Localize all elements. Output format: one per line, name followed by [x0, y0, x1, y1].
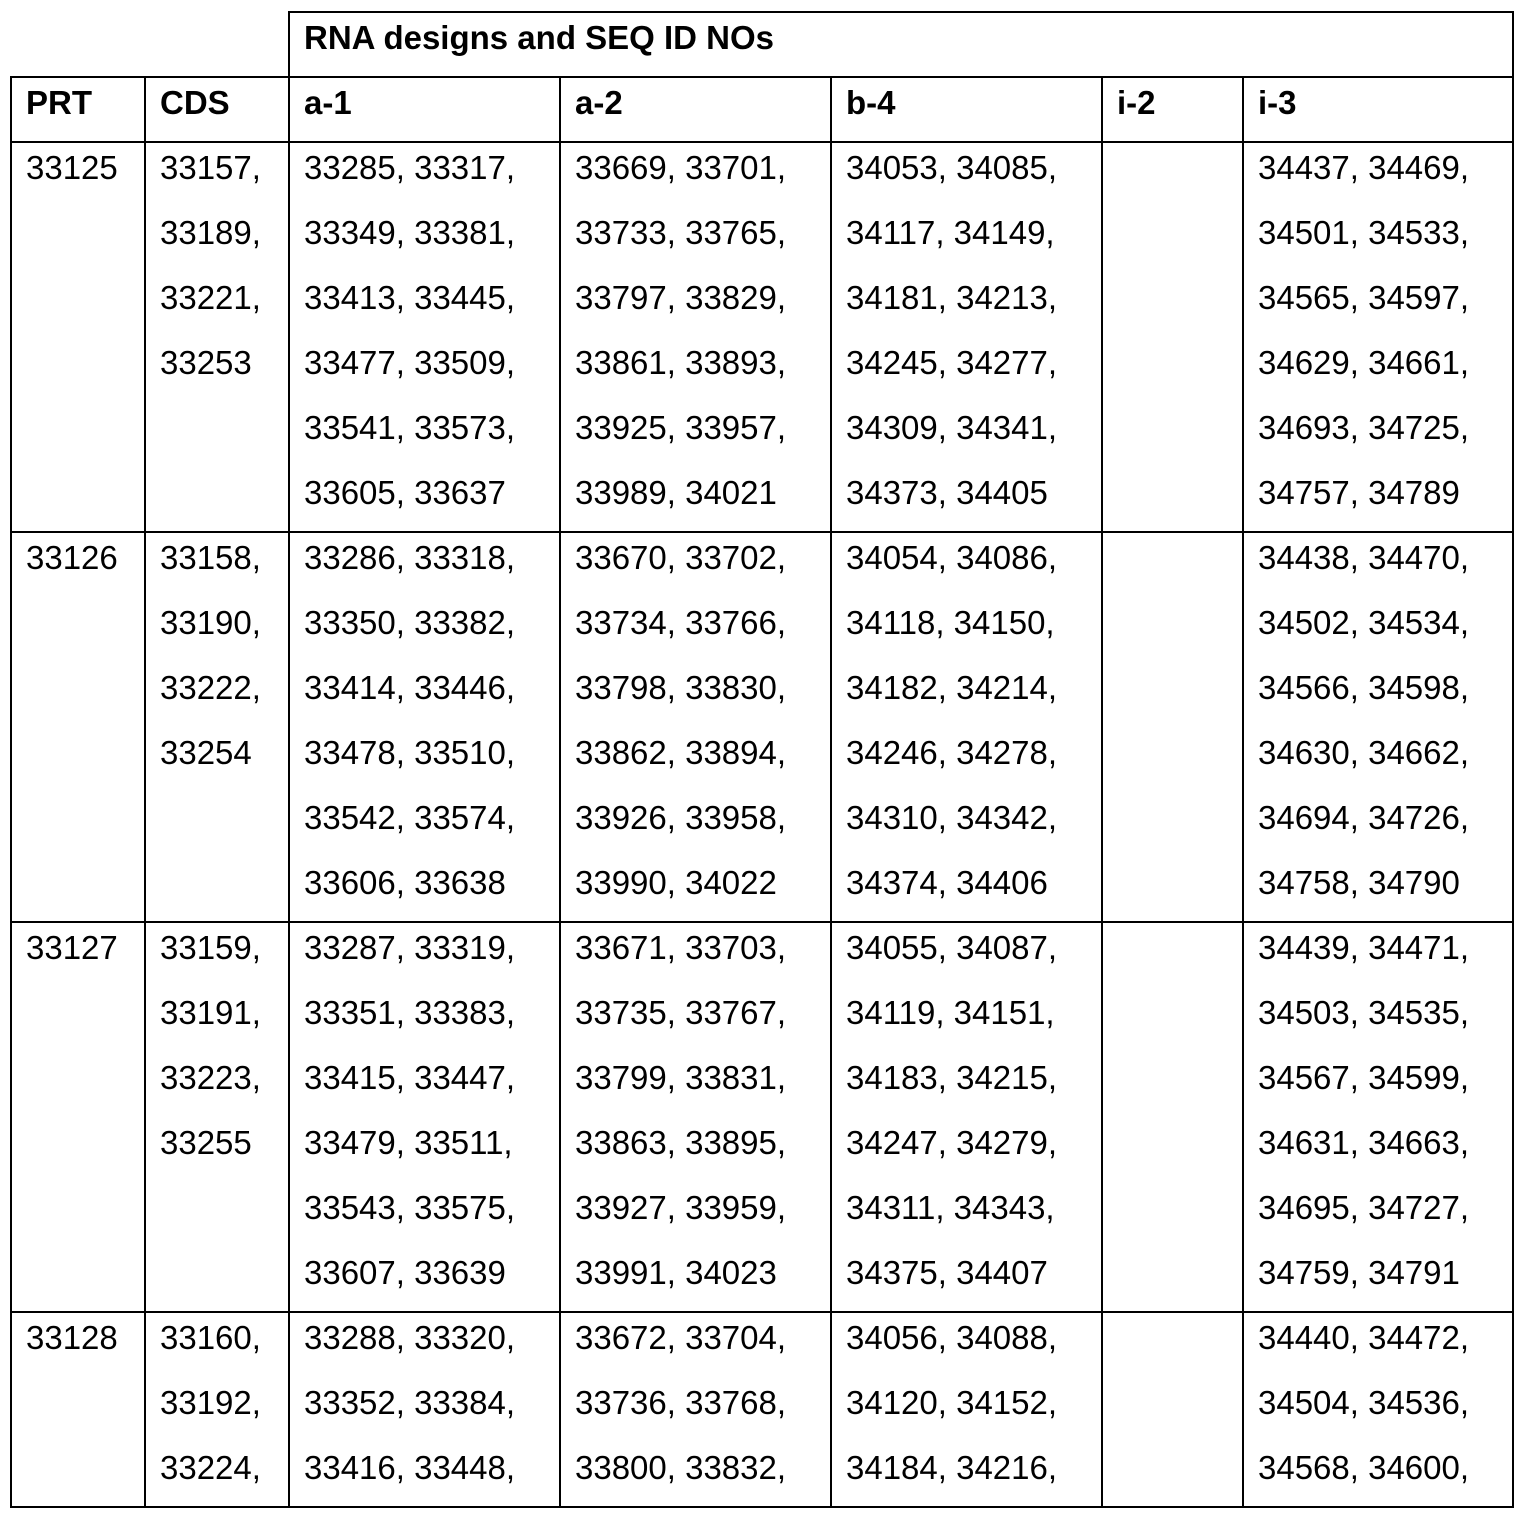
cds-cell: 33157, 33189, 33221, 33253 [160, 135, 288, 395]
seq-id-table [10, 11, 1514, 1508]
a1-cell: 33285, 33317, 33349, 33381, 33413, 33445, 33477, 33509, 33541, 33573, 33605, 33637 [304, 135, 559, 525]
table-row [11, 922, 1513, 1312]
prt-cell: 33127 [26, 915, 144, 980]
b4-cell: 34053, 34085, 34117, 34149, 34181, 34213, 34245, 34277, 34309, 34341, 34373, 34405 [846, 135, 1101, 525]
a1-cell: 33287, 33319, 33351, 33383, 33415, 33447, 33479, 33511, 33543, 33575, 33607, 33639 [304, 915, 559, 1305]
table-row [11, 142, 1513, 532]
i3-cell: 34437, 34469, 34501, 34533, 34565, 34597, 34629, 34661, 34693, 34725, 34757, 34789 [1258, 135, 1512, 525]
a2-cell: 33672, 33704, 33736, 33768, 33800, 33832, [575, 1305, 830, 1500]
group-header-row [11, 12, 1513, 77]
a2-cell: 33669, 33701, 33733, 33765, 33797, 33829, 33861, 33893, 33925, 33957, 33989, 34021 [575, 135, 830, 525]
prt-cell: 33125 [26, 135, 144, 200]
a1-cell: 33286, 33318, 33350, 33382, 33414, 33446, 33478, 33510, 33542, 33574, 33606, 33638 [304, 525, 559, 915]
column-header-row [11, 77, 1513, 142]
col-header-b4: b-4 [831, 77, 1102, 142]
a1-cell: 33288, 33320, 33352, 33384, 33416, 33448, [304, 1305, 559, 1500]
col-header-i2: i-2 [1102, 77, 1243, 142]
i3-cell: 34438, 34470, 34502, 34534, 34566, 34598, 34630, 34662, 34694, 34726, 34758, 34790 [1258, 525, 1512, 915]
group-header: RNA designs and SEQ ID NOs [289, 12, 1513, 77]
a2-cell: 33671, 33703, 33735, 33767, 33799, 33831, 33863, 33895, 33927, 33959, 33991, 34023 [575, 915, 830, 1305]
col-header-prt: PRT [11, 77, 145, 142]
b4-cell: 34056, 34088, 34120, 34152, 34184, 34216, [846, 1305, 1101, 1500]
table-row [11, 1312, 1513, 1507]
prt-cell: 33126 [26, 525, 144, 590]
prt-cell: 33128 [26, 1305, 144, 1370]
col-header-a1: a-1 [289, 77, 560, 142]
i3-cell: 34439, 34471, 34503, 34535, 34567, 34599, 34631, 34663, 34695, 34727, 34759, 34791 [1258, 915, 1512, 1305]
table-row [11, 532, 1513, 922]
col-header-a2: a-2 [560, 77, 831, 142]
cds-cell: 33160, 33192, 33224, [160, 1305, 288, 1500]
cds-cell: 33158, 33190, 33222, 33254 [160, 525, 288, 785]
cds-cell: 33159, 33191, 33223, 33255 [160, 915, 288, 1175]
empty-corner-cell [11, 12, 289, 77]
i3-cell: 34440, 34472, 34504, 34536, 34568, 34600, [1258, 1305, 1512, 1500]
b4-cell: 34054, 34086, 34118, 34150, 34182, 34214, 34246, 34278, 34310, 34342, 34374, 34406 [846, 525, 1101, 915]
a2-cell: 33670, 33702, 33734, 33766, 33798, 33830, 33862, 33894, 33926, 33958, 33990, 34022 [575, 525, 830, 915]
b4-cell: 34055, 34087, 34119, 34151, 34183, 34215, 34247, 34279, 34311, 34343, 34375, 34407 [846, 915, 1101, 1305]
col-header-i3: i-3 [1243, 77, 1513, 142]
col-header-cds: CDS [145, 77, 289, 142]
